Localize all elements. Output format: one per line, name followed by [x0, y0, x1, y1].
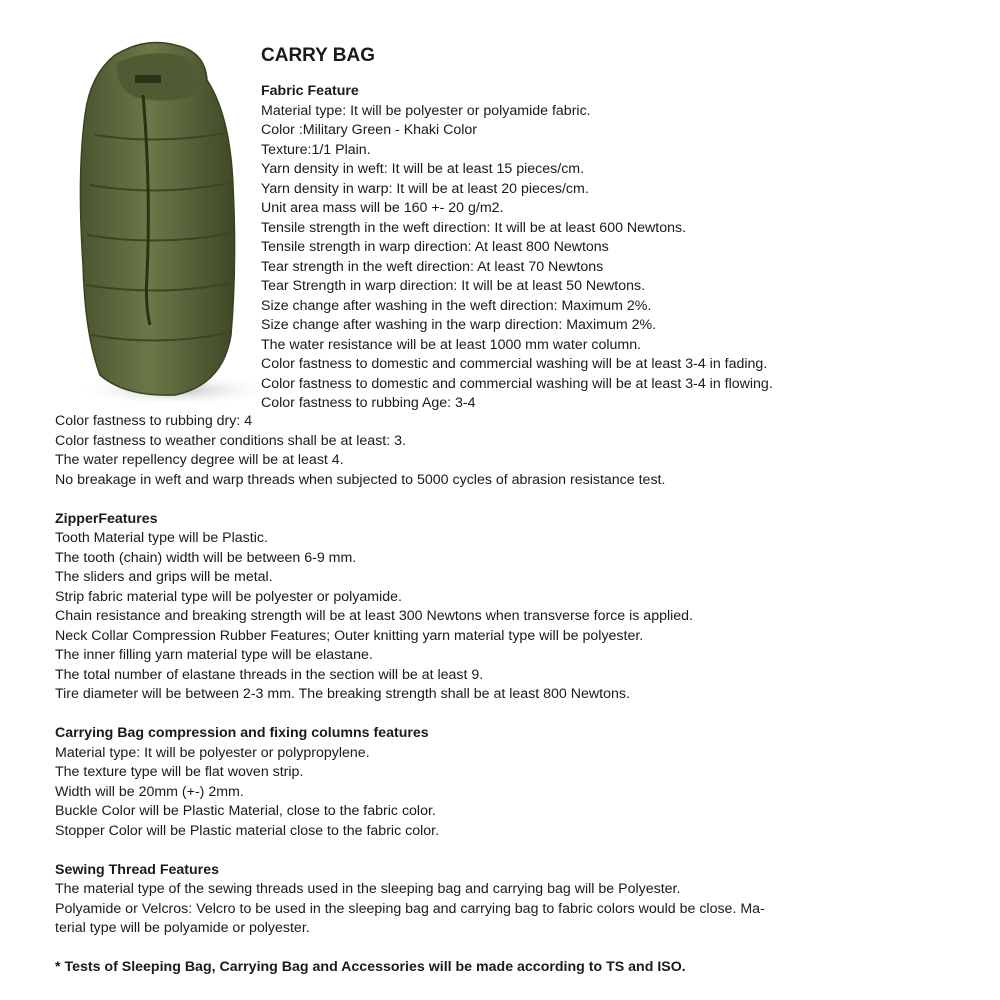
- fabric-line: Unit area mass will be 160 +- 20 g/m2.: [261, 200, 504, 216]
- fabric-line: Material type: It will be polyester or polyamide fabric.: [261, 102, 591, 119]
- fabric-line: Tensile strength in warp direction: At least 800 Newtons: [261, 239, 609, 255]
- fabric-line: Color :Military Green - Khaki Color: [261, 122, 478, 138]
- fabric-line: Color fastness to domestic and commercial washing will be at least 3-4 in flowing.: [261, 375, 773, 392]
- zipper-line: The total number of elastane threads in the section will be at least 9.: [55, 666, 484, 683]
- specifications-body: [55, 412, 955, 978]
- fabric-feature-section: [261, 82, 991, 414]
- carrying-line: Width will be 20mm (+-) 2mm.: [55, 783, 244, 800]
- carrying-line: Buckle Color will be Plastic Material, close to the fabric color.: [55, 803, 436, 819]
- zipper-line: Neck Collar Compression Rubber Features; Outer knitting yarn material type will be polyester.: [55, 627, 644, 644]
- zipper-line: The sliders and grips will be metal.: [55, 569, 273, 585]
- zipper-line: Strip fabric material type will be polyester or polyamide.: [55, 588, 402, 605]
- fabric-line: Tensile strength in the weft direction: It will be at least 600 Newtons.: [261, 219, 687, 236]
- page-title: CARRY BAG: [261, 45, 376, 66]
- sewing-line: The material type of the sewing threads used in the sleeping bag and carrying bag will be Polyester.: [55, 881, 681, 897]
- sewing-line: terial type will be polyamide or polyester.: [55, 920, 310, 936]
- carrying-bag-heading: Carrying Bag compression and fixing columns features: [55, 725, 429, 741]
- sleeping-bag-image: [55, 35, 265, 410]
- fabric-line: Color fastness to rubbing Age: 3-4: [261, 395, 476, 411]
- fabric-feature-heading: Fabric Feature: [261, 83, 359, 99]
- fabric-line: Size change after washing in the weft direction: Maximum 2%.: [261, 297, 652, 314]
- carrying-line: Material type: It will be polyester or polypropylene.: [55, 744, 370, 761]
- fabric-line: Color fastness to domestic and commercial washing will be at least 3-4 in fading.: [261, 356, 768, 372]
- zipper-line: The inner filling yarn material type will be elastane.: [55, 647, 373, 663]
- fabric-line: Size change after washing in the warp direction: Maximum 2%.: [261, 317, 657, 333]
- fabric-line: The water repellency degree will be at least 4.: [55, 452, 344, 468]
- sewing-line: Polyamide or Velcros: Velcro to be used in the sleeping bag and carrying bag to fabric colors would be close. Ma-: [55, 900, 765, 917]
- fabric-line: No breakage in weft and warp threads when subjected to 5000 cycles of abrasion resistance test.: [55, 471, 666, 488]
- zipper-line: Tire diameter will be between 2-3 mm. The breaking strength shall be at least 800 Newtons.: [55, 686, 630, 702]
- fabric-line: Color fastness to rubbing dry: 4: [55, 413, 253, 429]
- fabric-line: Tear Strength in warp direction: It will be at least 50 Newtons.: [261, 278, 646, 294]
- fabric-line: Color fastness to weather conditions shall be at least: 3.: [55, 432, 406, 449]
- carrying-line: Stopper Color will be Plastic material close to the fabric color.: [55, 822, 440, 839]
- carrying-line: The texture type will be flat woven strip.: [55, 764, 304, 780]
- fabric-line: The water resistance will be at least 1000 mm water column.: [261, 336, 642, 353]
- zipper-line: Tooth Material type will be Plastic.: [55, 530, 268, 546]
- zipper-line: Chain resistance and breaking strength will be at least 300 Newtons when transverse force is applied.: [55, 608, 694, 624]
- footnote: * Tests of Sleeping Bag, Carrying Bag and Accessories will be made according to TS and ISO.: [55, 959, 686, 975]
- fabric-line: Texture:1/1 Plain.: [261, 141, 371, 158]
- zipper-features-heading: ZipperFeatures: [55, 510, 158, 527]
- zipper-line: The tooth (chain) width will be between 6-9 mm.: [55, 549, 357, 566]
- sewing-thread-heading: Sewing Thread Features: [55, 861, 219, 878]
- fabric-line: Yarn density in weft: It will be at least 15 pieces/cm.: [261, 161, 585, 177]
- fabric-line: Tear strength in the weft direction: At least 70 Newtons: [261, 258, 604, 275]
- fabric-line: Yarn density in warp: It will be at least 20 pieces/cm.: [261, 180, 589, 197]
